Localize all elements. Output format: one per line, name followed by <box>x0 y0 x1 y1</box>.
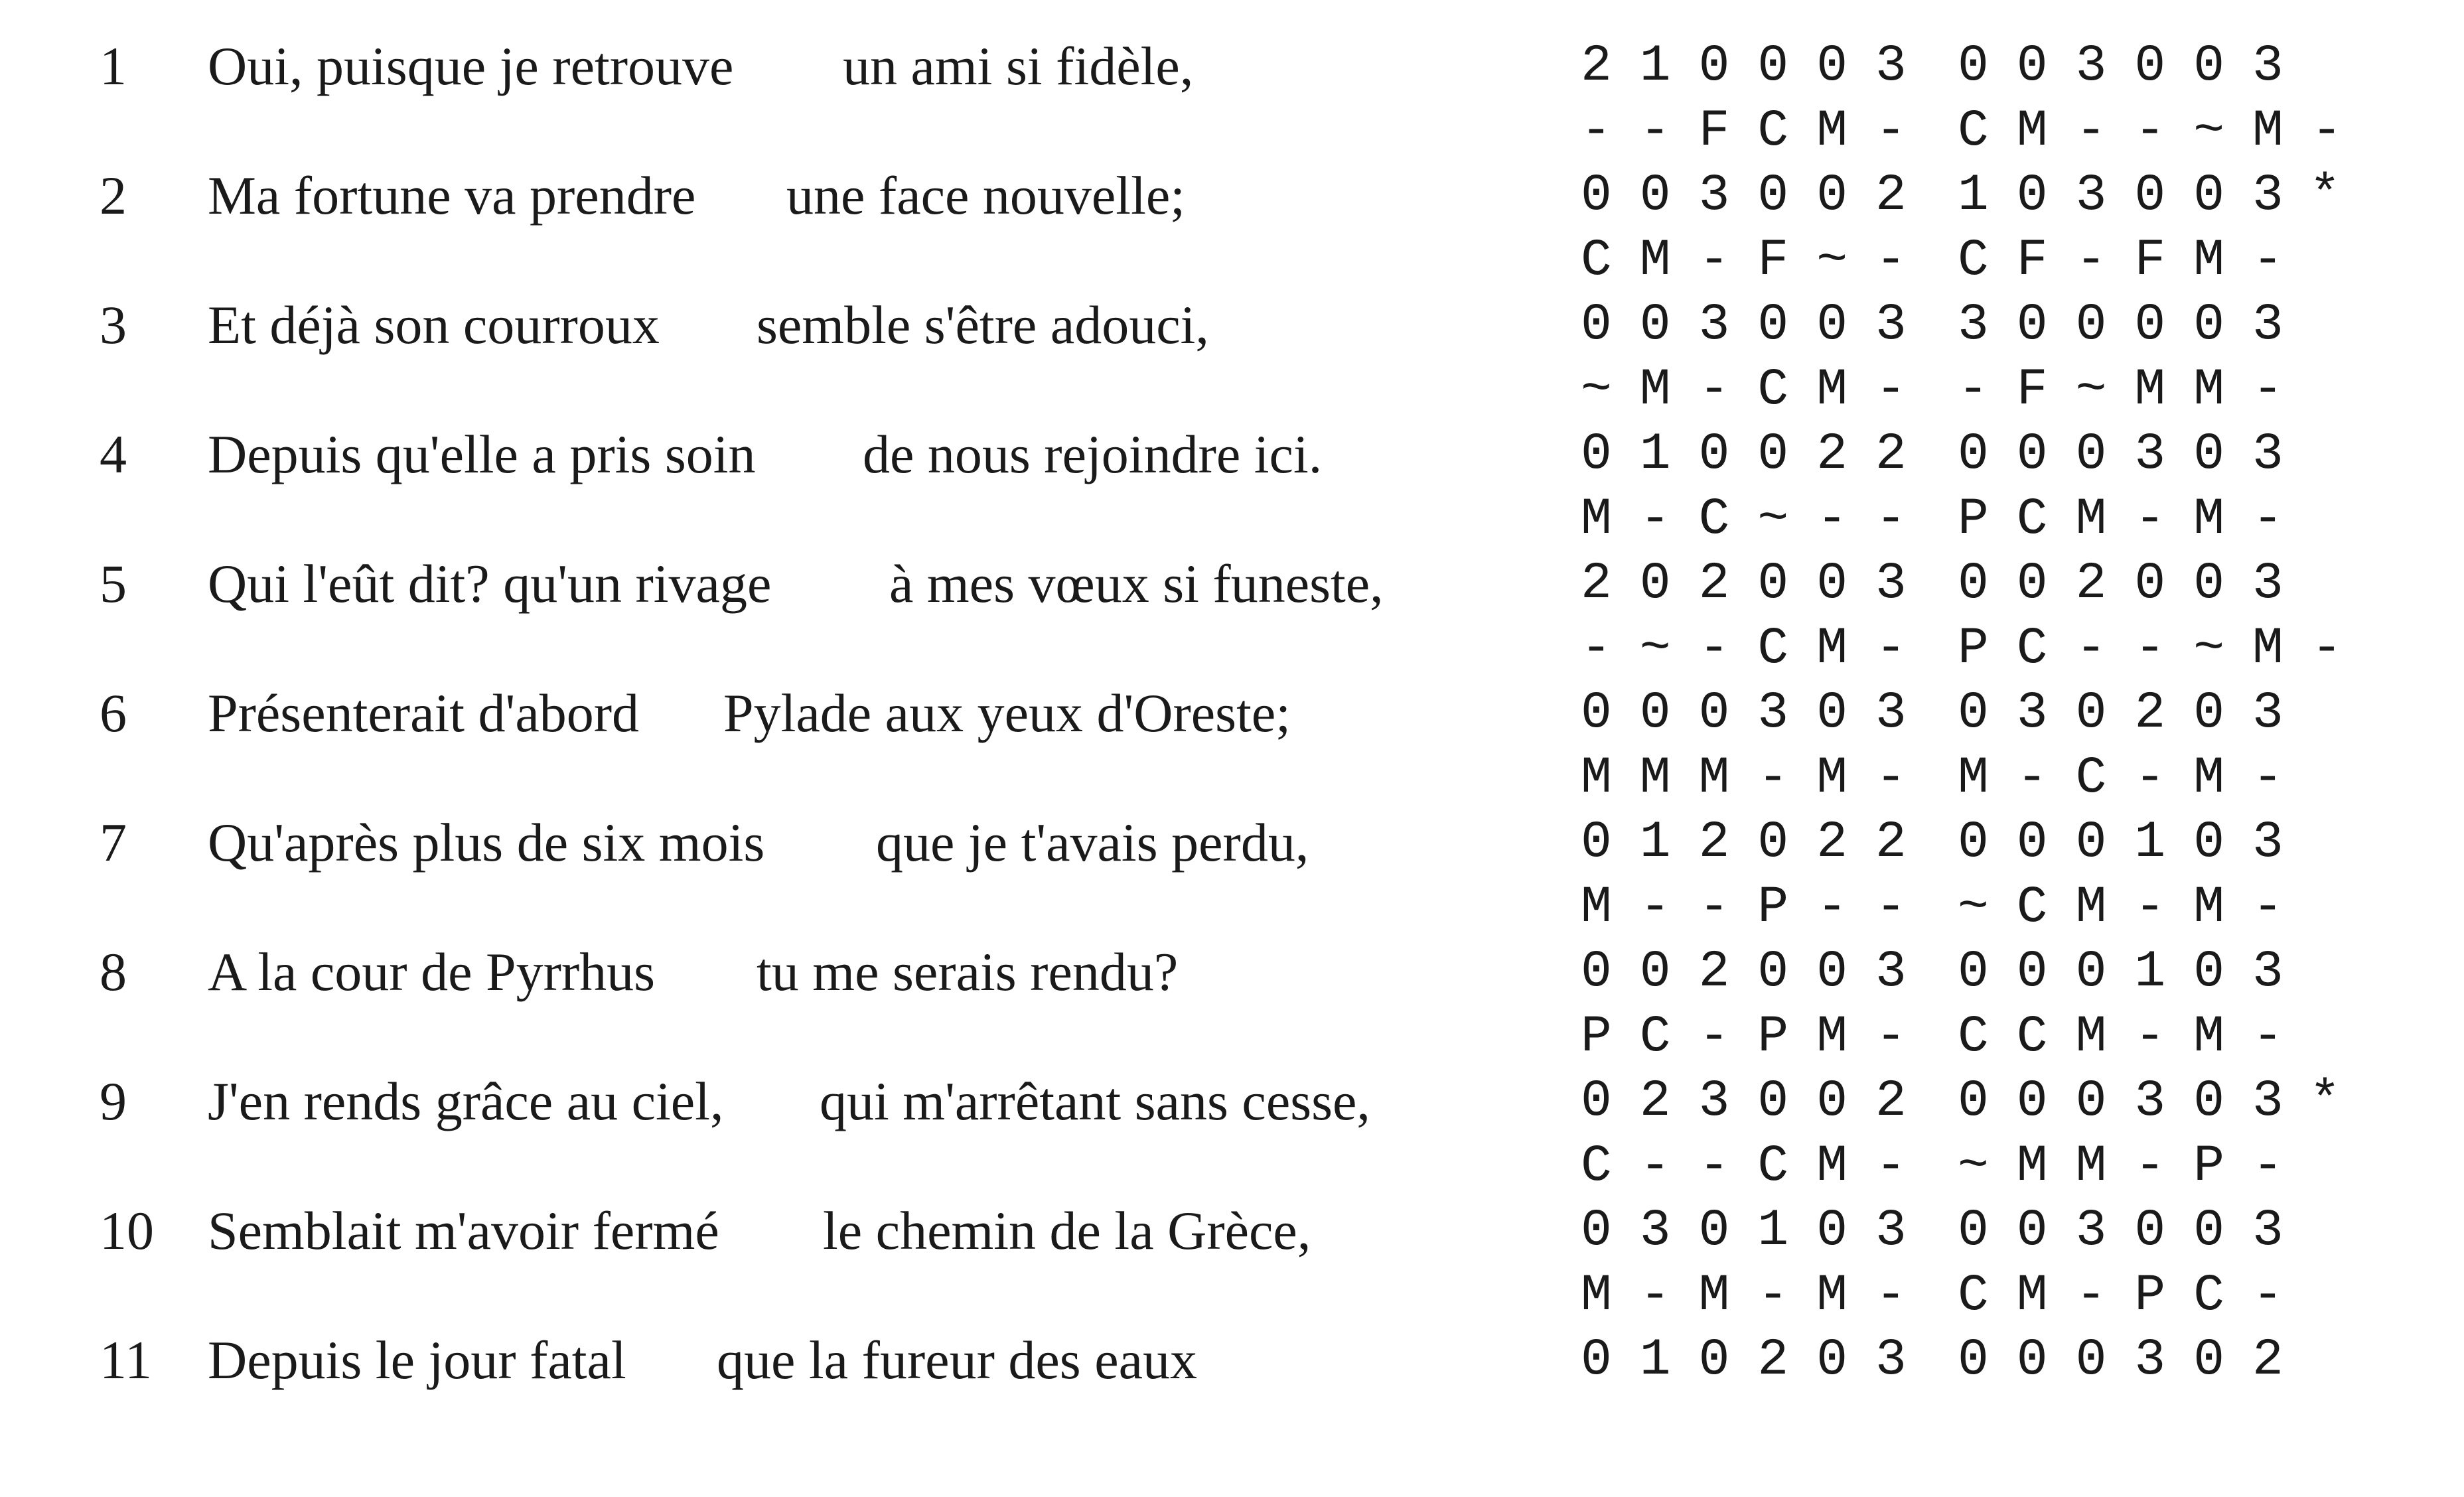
stress-code-second-half: 000103 <box>1958 814 2311 872</box>
scansion-first-half: M-M-M- <box>1581 1267 1934 1325</box>
stress-code-second-half: 003003 <box>1958 1202 2311 1260</box>
stress-code-first-half: 010022 <box>1581 425 1934 484</box>
first-hemistich: Depuis qu'elle a pris soin <box>208 424 756 484</box>
verse-row <box>0 421 2464 551</box>
second-hemistich: Pylade aux yeux d'Oreste; <box>723 683 1291 743</box>
scansion-second-half: ~CM-M- <box>1958 879 2311 937</box>
stress-code-second-half: 000302 <box>1958 1331 2311 1390</box>
scansion-second-half: PC--~M- <box>1958 620 2370 678</box>
stress-code-second-half: 103003 <box>1958 167 2311 225</box>
scansion-second-half: ~MM-P- <box>1958 1137 2311 1196</box>
second-hemistich: que je t'avais perdu, <box>876 812 1309 873</box>
stress-code-second-half: 300003 <box>1958 296 2311 354</box>
first-hemistich: Qui l'eût dit? qu'un rivage <box>208 553 772 614</box>
second-hemistich: de nous rejoindre ici. <box>863 424 1323 484</box>
first-hemistich: J'en rends grâce au ciel, <box>208 1071 724 1131</box>
scansion-first-half: CM-F~- <box>1581 232 1934 290</box>
stress-code-first-half: 030103 <box>1581 1202 1934 1260</box>
verse-number: 1 <box>100 36 127 96</box>
verse-number: 7 <box>100 812 127 873</box>
scansion-second-half: -F~MM- <box>1958 361 2311 419</box>
verse-row <box>0 939 2464 1069</box>
scansion-first-half: C--CM- <box>1581 1137 1934 1196</box>
scansion-second-half: M-C-M- <box>1958 749 2311 808</box>
stress-code-first-half: 023002 <box>1581 1072 1934 1131</box>
stress-code-first-half: 003003 <box>1581 296 1934 354</box>
stress-code-first-half: 012022 <box>1581 814 1934 872</box>
scansion-second-half: CM-PC- <box>1958 1267 2311 1325</box>
verse-number: 9 <box>100 1071 127 1131</box>
second-hemistich: semble s'être adouci, <box>757 295 1209 355</box>
asterisk-marker: * <box>2309 167 2341 225</box>
first-hemistich: Ma fortune va prendre <box>208 165 696 226</box>
verse-number: 2 <box>100 165 127 226</box>
stress-code-second-half: 000103 <box>1958 943 2311 1001</box>
first-hemistich: Depuis le jour fatal <box>208 1330 626 1390</box>
scansion-second-half: CCM-M- <box>1958 1008 2311 1066</box>
scansion-first-half: PC-PM- <box>1581 1008 1934 1066</box>
stress-code-second-half: 030203 <box>1958 684 2311 743</box>
second-hemistich: un ami si fidèle, <box>843 36 1194 96</box>
scansion-first-half: ~M-CM- <box>1581 361 1934 419</box>
stress-code-first-half: 000303 <box>1581 684 1934 743</box>
verse-row <box>0 551 2464 681</box>
first-hemistich: Oui, puisque je retrouve <box>208 36 734 96</box>
first-hemistich: Présenterait d'abord <box>208 683 640 743</box>
scansion-first-half: M-C~-- <box>1581 490 1934 549</box>
first-hemistich: Qu'après plus de six mois <box>208 812 765 873</box>
scansion-first-half: -~-CM- <box>1581 620 1934 678</box>
verse-number: 5 <box>100 553 127 614</box>
second-hemistich: le chemin de la Grèce, <box>823 1200 1311 1261</box>
scansion-second-half: CM--~M- <box>1958 102 2370 161</box>
verse-row <box>0 680 2464 810</box>
verse-number: 8 <box>100 942 127 1002</box>
first-hemistich: A la cour de Pyrrhus <box>208 942 656 1002</box>
stress-code-first-half: 002003 <box>1581 943 1934 1001</box>
verse-number: 6 <box>100 683 127 743</box>
second-hemistich: tu me serais rendu? <box>757 942 1179 1002</box>
scansion-first-half: --FCM- <box>1581 102 1934 161</box>
verse-row <box>0 1327 2464 1457</box>
verse-number: 10 <box>100 1200 154 1261</box>
verse-row <box>0 1198 2464 1328</box>
asterisk-marker: * <box>2309 1072 2341 1131</box>
verse-row <box>0 810 2464 940</box>
verse-row <box>0 163 2464 293</box>
stress-code-first-half: 202003 <box>1581 555 1934 613</box>
stress-code-first-half: 003002 <box>1581 167 1934 225</box>
first-hemistich: Semblait m'avoir fermé <box>208 1200 719 1261</box>
stress-code-second-half: 000303 <box>1958 1072 2311 1131</box>
second-hemistich: qui m'arrêtant sans cesse, <box>820 1071 1370 1131</box>
stress-code-first-half: 210003 <box>1581 37 1934 96</box>
second-hemistich: que la fureur des eaux <box>717 1330 1197 1390</box>
first-hemistich: Et déjà son courroux <box>208 295 660 355</box>
verse-number: 4 <box>100 424 127 484</box>
scansion-first-half: M--P-- <box>1581 879 1934 937</box>
stress-code-second-half: 000303 <box>1958 425 2311 484</box>
verse-number: 11 <box>100 1330 152 1390</box>
scansion-first-half: MMM-M- <box>1581 749 1934 808</box>
scansion-second-half: PCM-M- <box>1958 490 2311 549</box>
verse-row <box>0 1068 2464 1198</box>
scansion-second-half: CF-FM- <box>1958 232 2311 290</box>
stress-code-second-half: 002003 <box>1958 555 2311 613</box>
stress-code-second-half: 003003 <box>1958 37 2311 96</box>
second-hemistich: à mes vœux si funeste, <box>889 553 1384 614</box>
second-hemistich: une face nouvelle; <box>786 165 1186 226</box>
verse-row <box>0 33 2464 163</box>
stress-code-first-half: 010203 <box>1581 1331 1934 1390</box>
verse-number: 3 <box>100 295 127 355</box>
verse-row <box>0 292 2464 422</box>
